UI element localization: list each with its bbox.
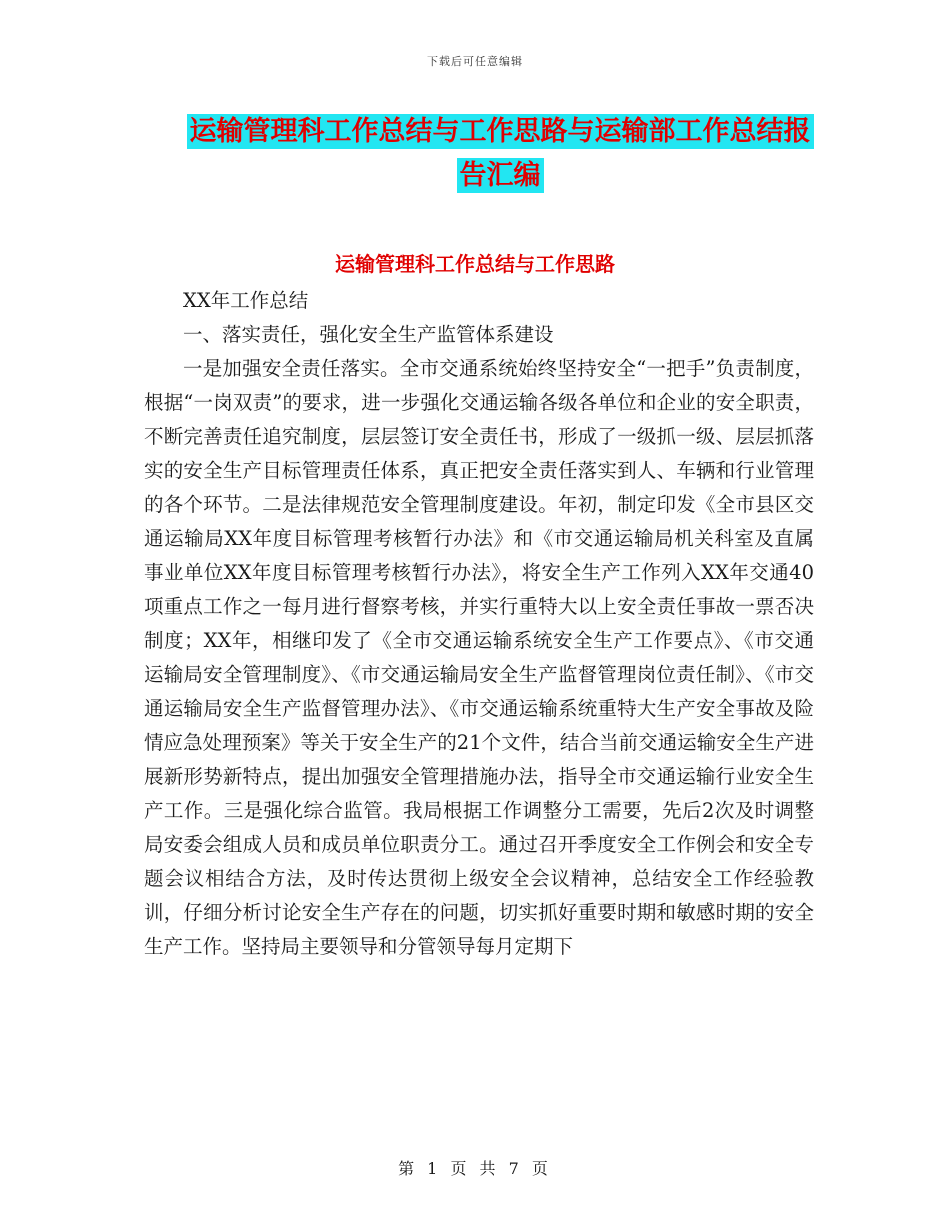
main-title (180, 110, 820, 198)
body-text (144, 284, 814, 964)
main-title-text: 运输管理科工作总结与工作思路与运输部工作总结报告汇编 (187, 114, 814, 193)
section-title: 运输管理科工作总结与工作思路 (335, 252, 615, 276)
paragraph-body: 一是加强安全责任落实。全市交通系统始终坚持安全“一把手”负责制度，根据“一岗双责”的要求，进一步强化交通运输各级各单位和企业的安全职责，不断完善责任追究制度，层层签订安全责任书，形成了一级抓一级、层层抓落实的安全生产目标管理责任体系，真正把安全责任落实到人、车辆和行业管理的各个环节。二是法律规范安全管理制度建设。年初，制定印发《全市县区交通运输局XX年度目标管理考核暂行办法》和《市交通运输局机关科室及直属事业单位XX年度目标管理考核暂行办法》，将安全生产工作列入XX年交通40项重点工作之一每月进行督察考核，并实行重特大以上安全责任事故一票否决制度；XX年，相继印发了《全市交通运输系统安全生产工作要点》、《市交通运输局安全管理制度》、《市交通运输局安全生产监督管理岗位责任制》、《市交通运输局安全生产监督管理办法》、《市交通运输系统重特大生产安全事故及险情应急处理预案》等关于安全生产的21个文件，结合当前交通运输安全生产进展新形势新特点，提出加强安全管理措施办法，指导全市交通运输行业安全生产工作。三是强化综合监管。我局根据工作调整分工需要，先后2次及时调整局安委会组成人员和成员单位职责分工。通过召开季度安全工作例会和安全专题会议相结合方法，及时传达贯彻上级安全会议精神，总结安全工作经验教训，仔细分析讨论安全生产存在的问题，切实抓好重要时期和敏感时期的安全生产工作。坚持局主要领导和分管领导每月定期下 (144, 357, 814, 958)
paragraph-year-summary: XX年工作总结 (183, 289, 309, 312)
paragraph-section-heading: 一、落实责任，强化安全生产监管体系建设 (183, 323, 554, 346)
header-note: 下载后可任意编辑 (427, 55, 523, 68)
page-footer: 第 1 页 共 7 页 (398, 1159, 552, 1178)
